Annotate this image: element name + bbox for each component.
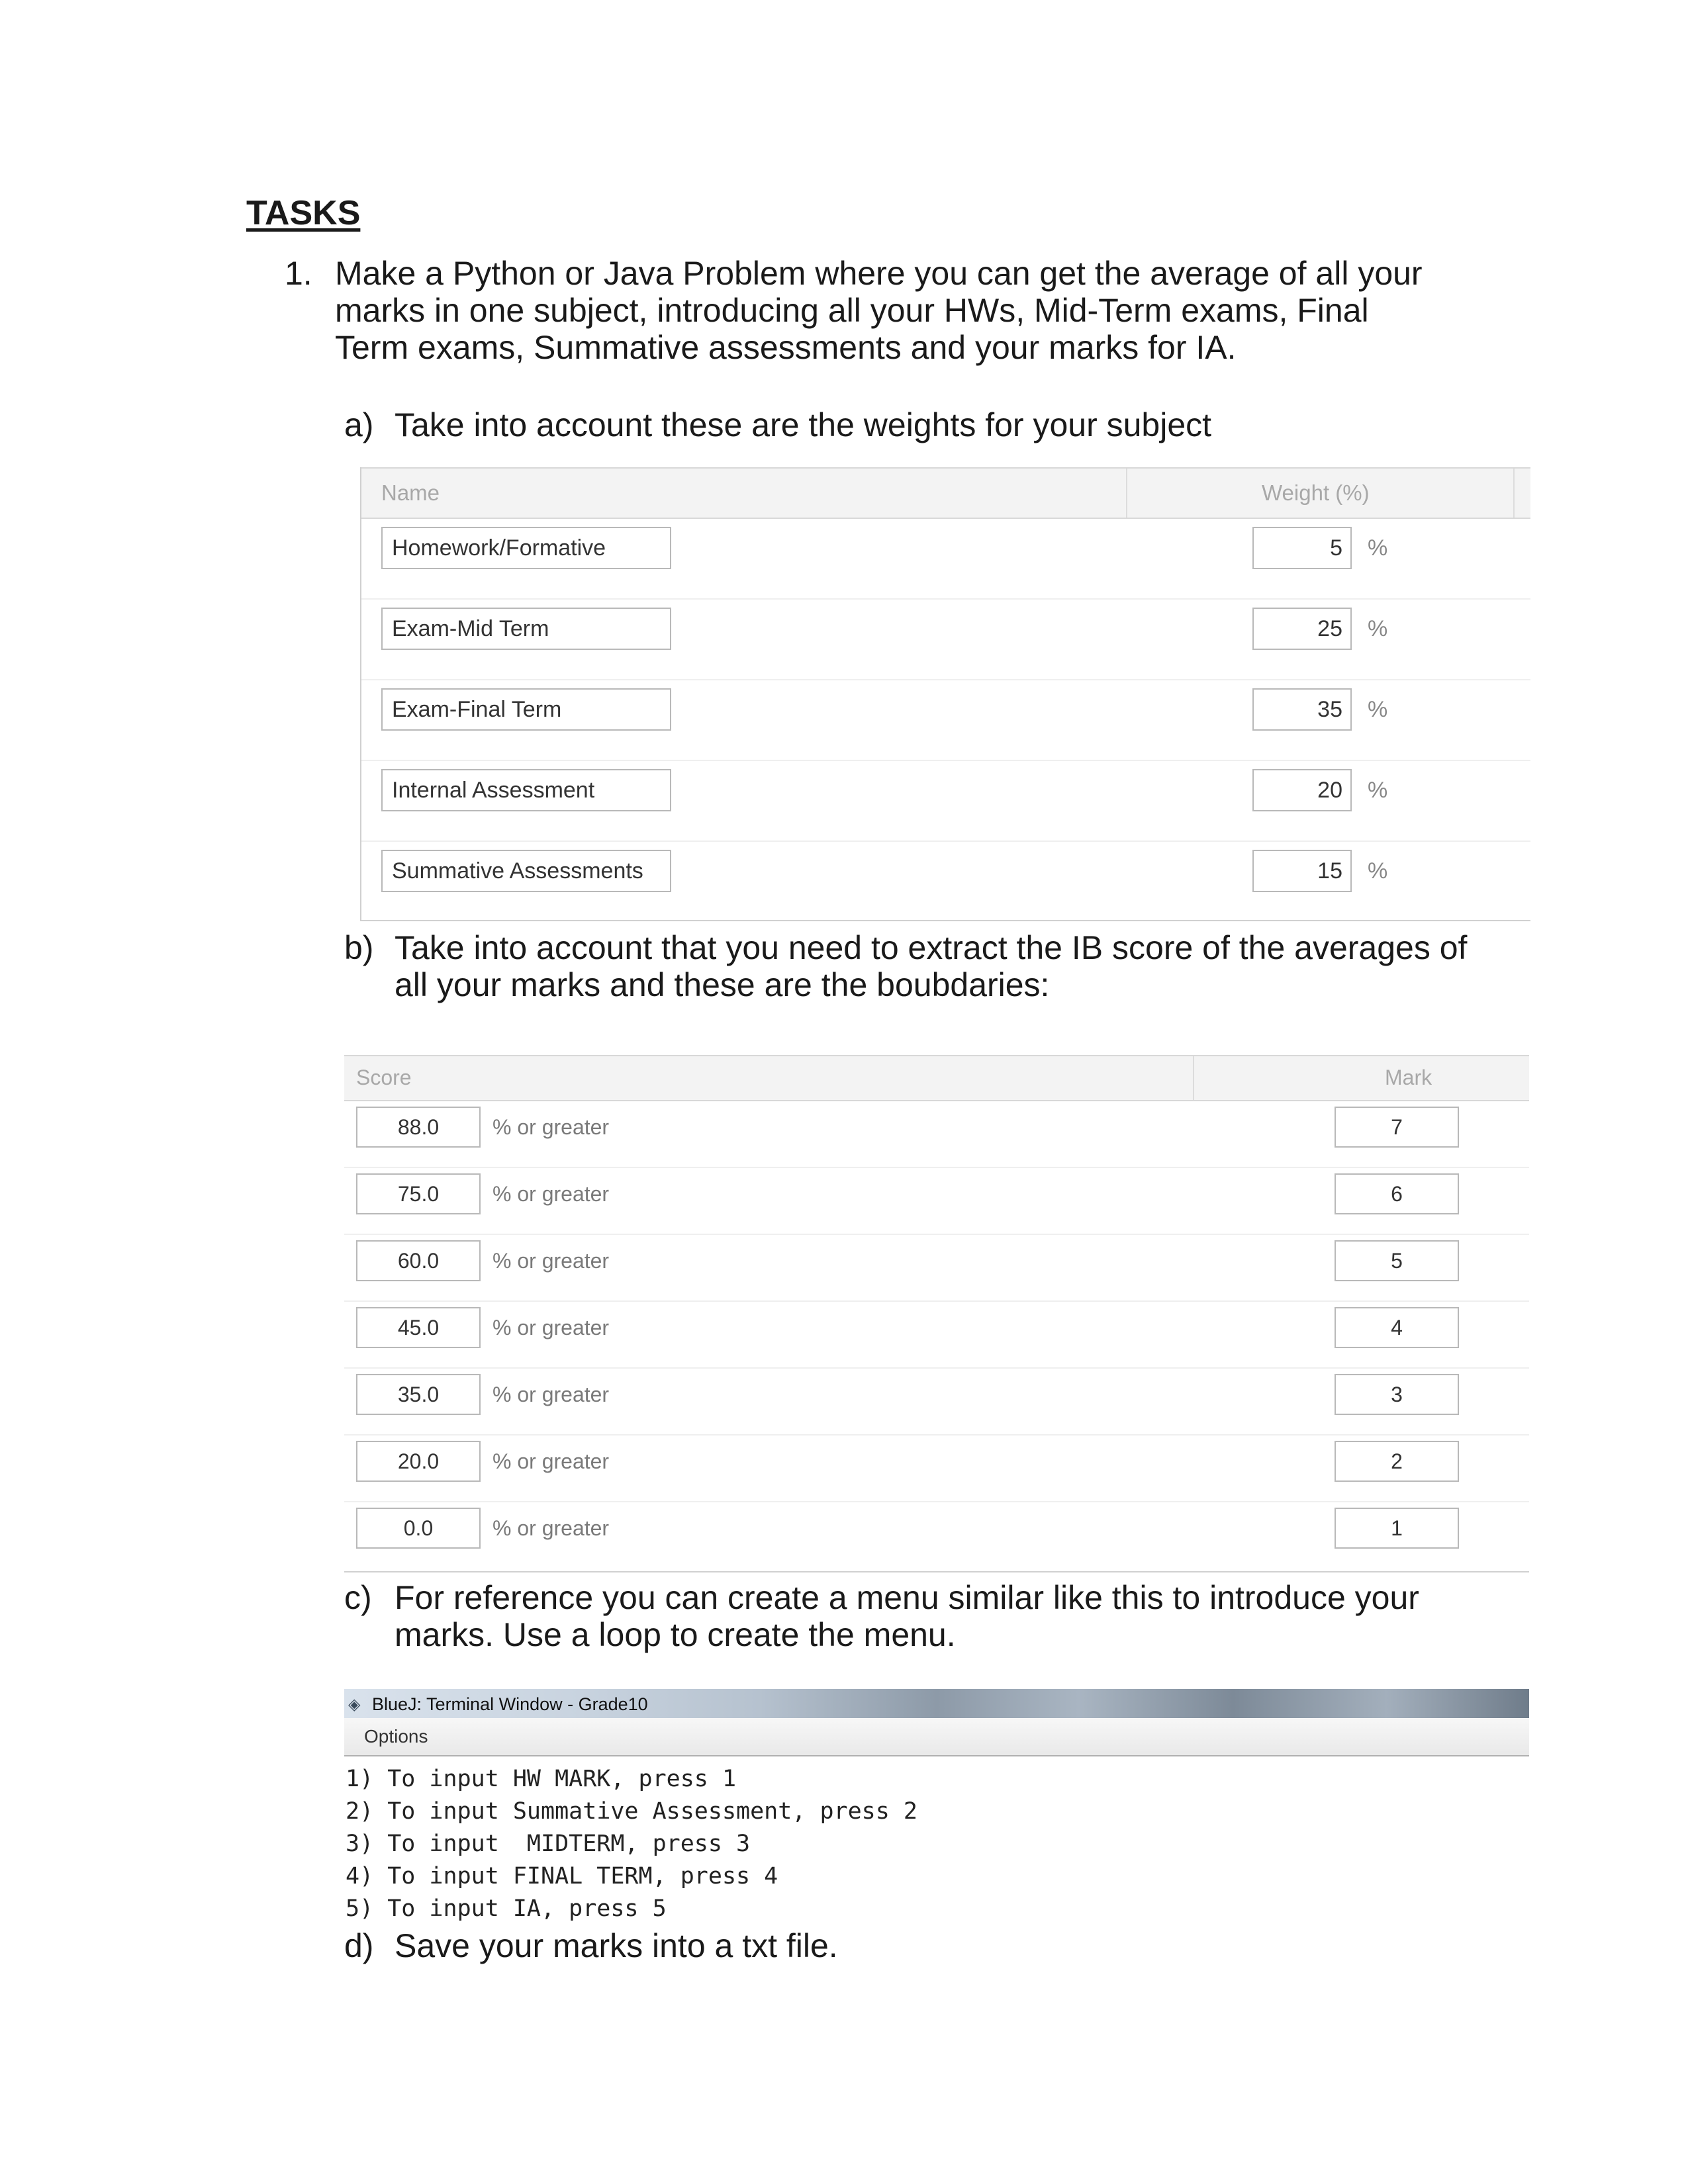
mark-field[interactable]: 7 — [1335, 1107, 1459, 1148]
weights-table — [360, 467, 1530, 921]
task-text: Make a Python or Java Problem where you can get the average of all your marks in one subject, introducing all your HWs, Mid-Term exams, Final Term exams, Summative assessments and your marks for IA. — [335, 255, 1423, 366]
terminal-line: 5) To input IA, press 5 — [346, 1895, 667, 1922]
boundary-row — [344, 1367, 1529, 1435]
score-field[interactable]: 88.0 — [356, 1107, 481, 1148]
mark-field[interactable]: 3 — [1335, 1374, 1459, 1415]
weight-name-field[interactable]: Exam-Mid Term — [381, 608, 671, 650]
header-divider — [1126, 469, 1127, 518]
boundaries-table — [344, 1055, 1529, 1572]
weight-row — [361, 518, 1530, 600]
weight-name-field[interactable]: Exam-Final Term — [381, 688, 671, 731]
score-field[interactable]: 20.0 — [356, 1441, 481, 1482]
weight-value-field[interactable]: 5 — [1252, 527, 1352, 569]
weight-row — [361, 598, 1530, 680]
terminal-title: BlueJ: Terminal Window - Grade10 — [372, 1694, 648, 1714]
score-field[interactable]: 75.0 — [356, 1173, 481, 1214]
score-suffix: % or greater — [492, 1383, 610, 1406]
terminal-output — [346, 1763, 917, 1925]
weight-name-field[interactable]: Summative Assessments — [381, 850, 671, 892]
weight-value-field[interactable]: 35 — [1252, 688, 1352, 731]
header-divider — [1193, 1056, 1194, 1100]
percent-label: % — [1368, 535, 1388, 561]
weight-value-field[interactable]: 25 — [1252, 608, 1352, 650]
score-field[interactable]: 0.0 — [356, 1508, 481, 1549]
subtask-c-text: For reference you can create a menu similar like this to introduce your marks. Use a loop to create the menu. — [395, 1579, 1419, 1653]
score-field[interactable]: 45.0 — [356, 1307, 481, 1348]
terminal-line: 1) To input HW MARK, press 1 — [346, 1766, 737, 1792]
subtask-b-letter: b) — [344, 929, 374, 966]
terminal-window — [344, 1689, 1529, 1921]
score-suffix: % or greater — [492, 1249, 610, 1273]
terminal-menu-bar — [344, 1718, 1529, 1756]
subtask-d-letter: d) — [344, 1927, 374, 1964]
header-name: Name — [381, 480, 440, 505]
score-suffix: % or greater — [492, 1316, 610, 1340]
weight-row — [361, 679, 1530, 761]
boundary-row — [344, 1234, 1529, 1302]
subtask-c-letter: c) — [344, 1579, 372, 1616]
subtask-d-text: Save your marks into a txt file. — [395, 1927, 838, 1964]
header-score: Score — [356, 1066, 412, 1089]
score-suffix: % or greater — [492, 1115, 610, 1139]
score-suffix: % or greater — [492, 1182, 610, 1206]
mark-field[interactable]: 2 — [1335, 1441, 1459, 1482]
percent-label: % — [1368, 616, 1388, 641]
subtask-a-letter: a) — [344, 406, 374, 443]
score-field[interactable]: 60.0 — [356, 1240, 481, 1281]
terminal-line: 4) To input FINAL TERM, press 4 — [346, 1863, 778, 1889]
task-number: 1. — [285, 255, 312, 292]
weight-value-field[interactable]: 20 — [1252, 769, 1352, 811]
weight-name-field[interactable]: Internal Assessment — [381, 769, 671, 811]
bluej-icon: ◈ — [348, 1696, 361, 1713]
header-divider — [1513, 469, 1515, 518]
terminal-line: 2) To input Summative Assessment, press 2 — [346, 1798, 917, 1825]
mark-field[interactable]: 6 — [1335, 1173, 1459, 1214]
weight-value-field[interactable]: 15 — [1252, 850, 1352, 892]
weight-row — [361, 841, 1530, 921]
page-heading: TASKS — [246, 194, 361, 232]
mark-field[interactable]: 5 — [1335, 1240, 1459, 1281]
score-suffix: % or greater — [492, 1449, 610, 1473]
terminal-line: 3) To input MIDTERM, press 3 — [346, 1831, 751, 1857]
weights-table-header — [361, 467, 1530, 519]
boundary-row — [344, 1100, 1529, 1168]
boundary-row — [344, 1167, 1529, 1235]
boundaries-table-header — [344, 1055, 1529, 1101]
score-suffix: % or greater — [492, 1516, 610, 1540]
header-weight: Weight (%) — [1262, 480, 1370, 505]
mark-field[interactable]: 4 — [1335, 1307, 1459, 1348]
boundary-row — [344, 1434, 1529, 1502]
score-field[interactable]: 35.0 — [356, 1374, 481, 1415]
subtask-a-text: Take into account these are the weights for your subject — [395, 406, 1212, 443]
boundary-row — [344, 1501, 1529, 1568]
weight-row — [361, 760, 1530, 842]
subtask-b-text: Take into account that you need to extract the IB score of the averages of all your marks and these are the boubdaries: — [395, 929, 1468, 1003]
terminal-title-bar[interactable] — [344, 1689, 1529, 1718]
header-mark: Mark — [1385, 1066, 1432, 1089]
percent-label: % — [1368, 697, 1388, 722]
weight-name-field[interactable]: Homework/Formative — [381, 527, 671, 569]
percent-label: % — [1368, 858, 1388, 884]
boundary-row — [344, 1300, 1529, 1369]
percent-label: % — [1368, 778, 1388, 803]
mark-field[interactable]: 1 — [1335, 1508, 1459, 1549]
options-menu[interactable]: Options — [364, 1726, 428, 1747]
